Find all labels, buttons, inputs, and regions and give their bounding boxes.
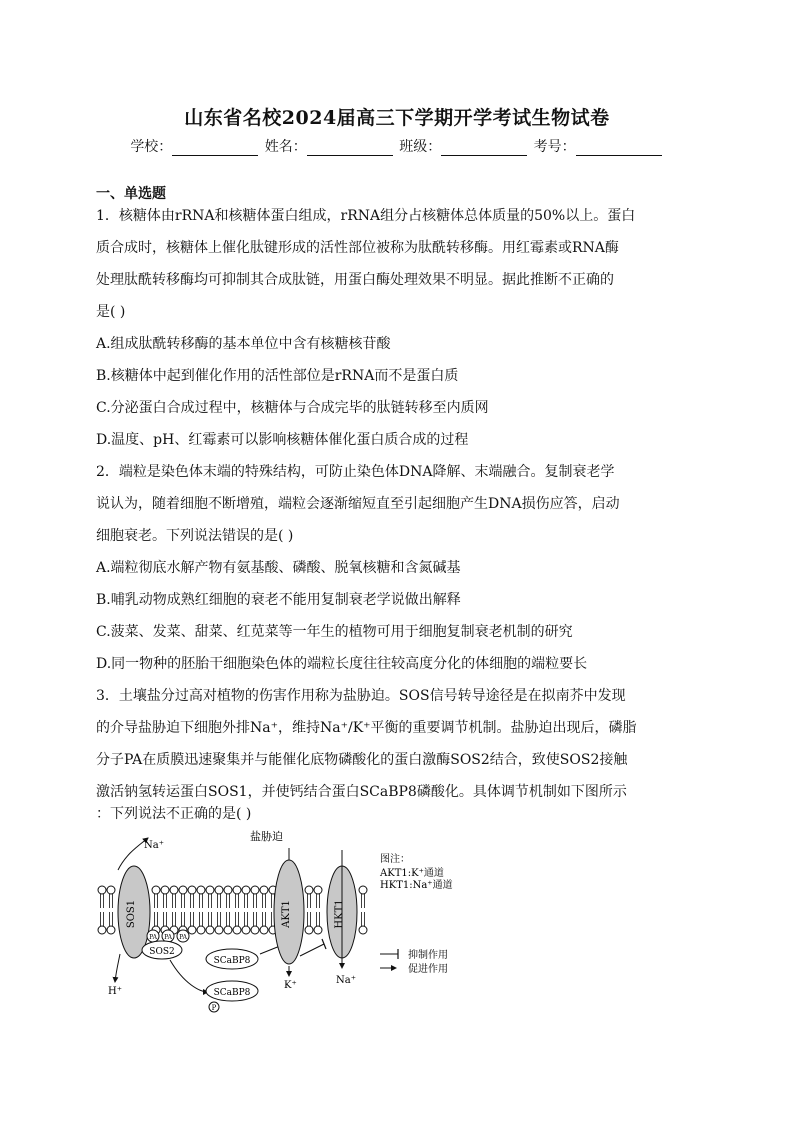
q2-option-d: D.同一物种的胚胎干细胞染色体的端粒长度往往较高度分化的体细胞的端粒要长 <box>96 656 588 672</box>
number-label: 考号： <box>533 139 576 155</box>
q2-option-b: B.哺乳动物成熟红细胞的衰老不能用复制衰老学说做出解释 <box>96 592 461 608</box>
number-blank[interactable] <box>576 141 662 156</box>
pa-label: PA <box>179 934 187 941</box>
sos2-label: SOS2 <box>149 947 175 957</box>
page-title: 山东省名校2024届高三下学期开学考试生物试卷 <box>184 107 610 129</box>
hkt1-label: HKT1 <box>334 899 345 929</box>
q3-line: 激活钠氢转运蛋白SOS1，并使钙结合蛋白SCaBP8磷酸化。具体调节机制如下图所示 <box>96 784 627 800</box>
inhibit-hkt1-line <box>300 944 324 956</box>
name-blank[interactable] <box>307 141 393 156</box>
stress-label: 盐胁迫 <box>250 830 283 843</box>
q1-option-a: A.组成肽酰转移酶的基本单位中含有核糖核苷酸 <box>96 336 391 352</box>
q1-line: 质合成时，核糖体上催化肽键形成的活性部位被称为肽酰转移酶。用红霉素或RNA酶 <box>96 240 619 256</box>
class-label: 班级： <box>399 139 442 155</box>
class-blank[interactable] <box>441 141 527 156</box>
q1-line: 是( ) <box>96 304 126 320</box>
legend-inhibit: 抑制作用 <box>408 950 448 961</box>
na-bottom-label: Na⁺ <box>336 975 356 986</box>
legend-title: 图注： <box>380 854 410 865</box>
school-label: 学校： <box>130 139 173 155</box>
q3-line: ：下列说法不正确的是( ) <box>96 806 252 822</box>
student-info <box>0 136 794 156</box>
q1-line: 处理肽酰转移酶均可抑制其合成肽链，用蛋白酶处理效果不明显。据此推断不正确的 <box>96 272 614 288</box>
sos1-label: SOS1 <box>126 899 137 929</box>
salt-stress-diagram <box>96 826 476 1026</box>
h-bottom-label: H⁺ <box>108 986 122 997</box>
q1-option-d: D.温度、pH、红霉素可以影响核糖体催化蛋白质合成的过程 <box>96 432 469 448</box>
pa-label: PA <box>164 934 172 941</box>
phosphate-label: P <box>211 1004 217 1012</box>
k-bottom-label: K⁺ <box>284 980 297 991</box>
q2-line: 说认为，随着细胞不断增殖，端粒会逐渐缩短直至引起细胞产生DNA损伤应答，启动 <box>96 496 620 512</box>
q3-line: 的介导盐胁迫下细胞外排Na⁺，维持Na⁺/K⁺平衡的重要调节机制。盐胁迫出现后，磷脂 <box>96 720 637 736</box>
h-in-arrow <box>115 954 120 982</box>
q3-line: 分子PA在质膜迅速聚集并与能催化底物磷酸化的蛋白激酶SOS2结合，致使SOS2接触 <box>96 752 628 768</box>
scabp8-label: SCaBP8 <box>213 956 251 966</box>
legend-akt1: AKT1:K⁺通道 <box>380 868 444 879</box>
scabp8-p-label: SCaBP8 <box>213 988 251 998</box>
phosphorylation-arrow <box>170 960 208 992</box>
inhibit-line <box>260 946 280 954</box>
school-blank[interactable] <box>172 141 258 156</box>
section-heading: 一、单选题 <box>96 186 166 202</box>
q2-option-a: A.端粒彻底水解产物有氨基酸、磷酸、脱氧核糖和含氮碱基 <box>96 560 461 576</box>
q1-option-c: C.分泌蛋白合成过程中，核糖体与合成完毕的肽链转移至内质网 <box>96 400 489 416</box>
legend-promote: 促进作用 <box>408 964 448 975</box>
q2-option-c: C.菠菜、发菜、甜菜、红苋菜等一年生的植物可用于细胞复制衰老机制的研究 <box>96 624 573 640</box>
pa-label: PA <box>149 934 157 941</box>
akt1-label: AKT1 <box>281 900 292 928</box>
q2-line: 细胞衰老。下列说法错误的是( ) <box>96 528 294 544</box>
q1-line: 1．核糖体由rRNA和核糖体蛋白组成，rRNA组分占核糖体总体质量的50%以上。蛋白 <box>96 208 636 224</box>
q2-line: 2．端粒是染色体末端的特殊结构，可防止染色体DNA降解、末端融合。复制衰老学 <box>96 464 615 480</box>
q1-option-b: B.核糖体中起到催化作用的活性部位是rRNA而不是蛋白质 <box>96 368 459 384</box>
na-top-label: Na⁺ <box>144 840 164 851</box>
q3-line: 3．土壤盐分过高对植物的伤害作用称为盐胁迫。SOS信号转导途径是在拟南芥中发现 <box>96 688 626 704</box>
legend-hkt1: HKT1:Na⁺通道 <box>380 880 453 891</box>
pa-group <box>147 930 189 942</box>
name-label: 姓名： <box>264 139 307 155</box>
